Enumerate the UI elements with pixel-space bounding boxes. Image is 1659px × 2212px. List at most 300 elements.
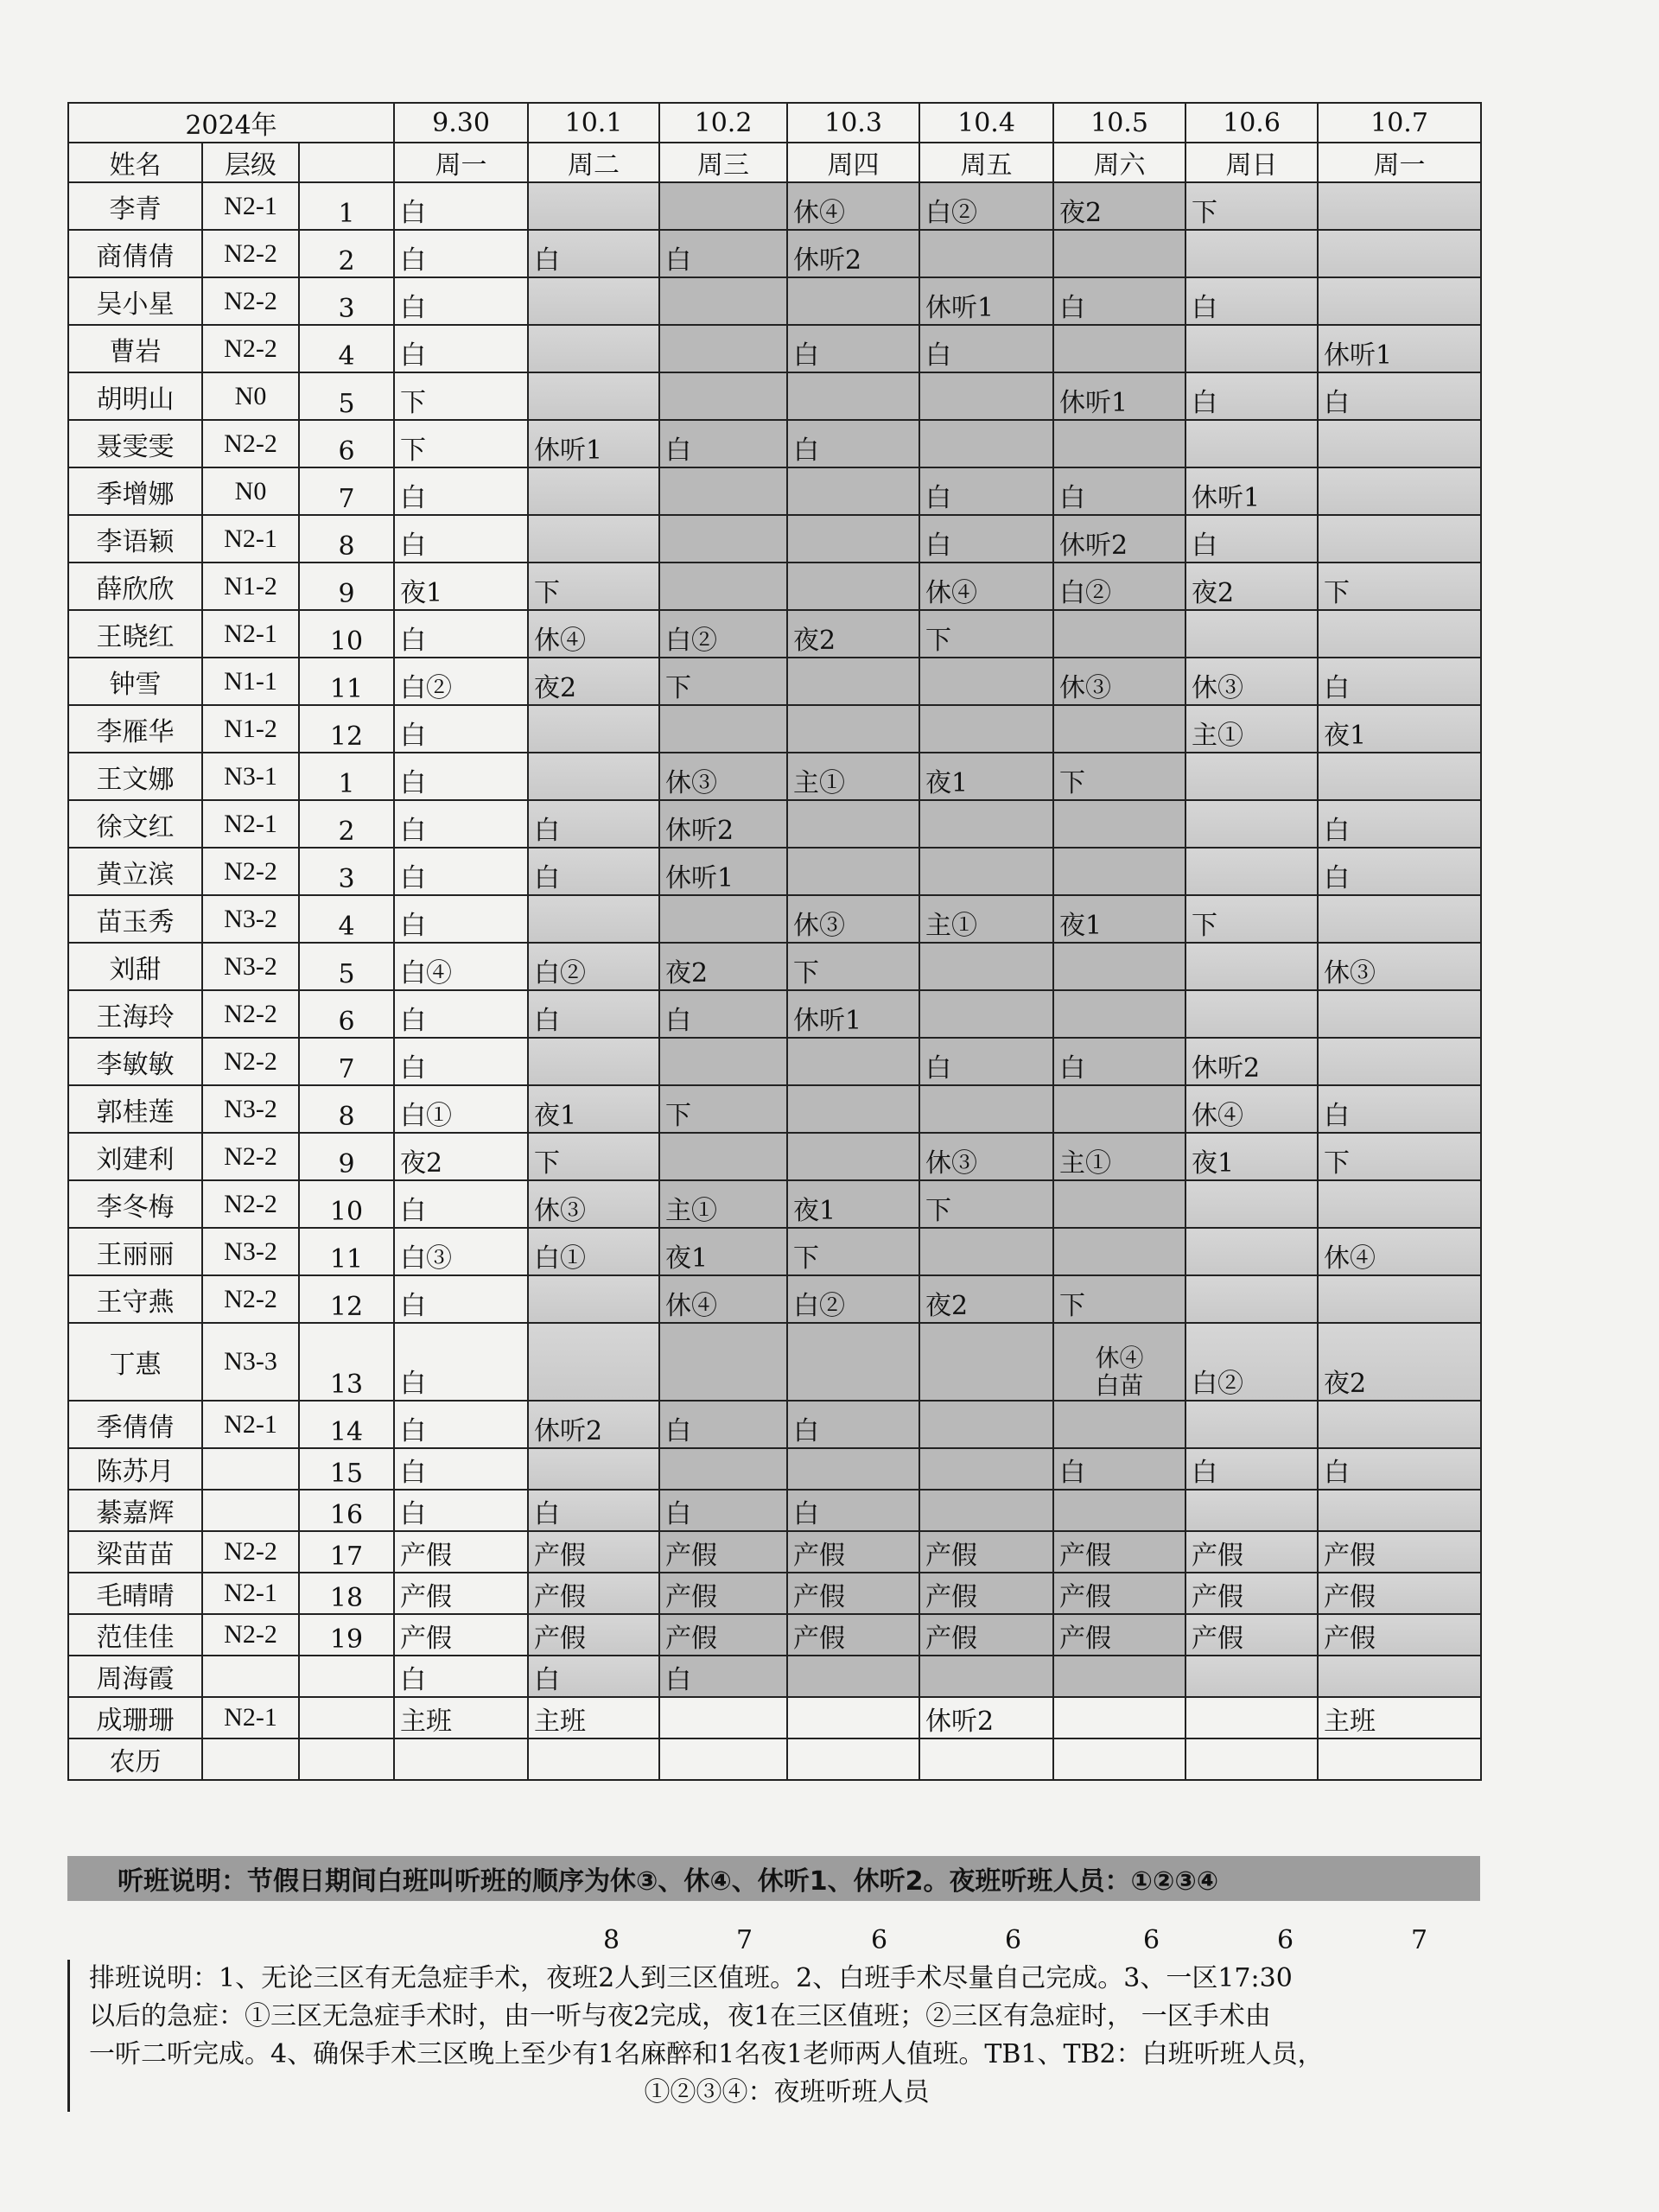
shift-cell: 产假 <box>659 1614 787 1656</box>
shift-cell <box>919 800 1053 848</box>
shift-cell: 产假 <box>659 1573 787 1614</box>
staff-name: 王海玲 <box>68 990 202 1038</box>
shift-cell: 夜2 <box>659 943 787 990</box>
date-cell: 10.4 <box>919 103 1053 143</box>
staff-level: N3-2 <box>202 943 299 990</box>
shift-cell: 主班 <box>1318 1697 1481 1738</box>
shift-cell: 产假 <box>528 1614 659 1656</box>
shift-cell <box>659 705 787 753</box>
shift-cell: 白 <box>1185 1448 1318 1490</box>
daily-counts <box>0 1925 1659 1960</box>
shift-cell: 休听1 <box>1318 325 1481 372</box>
shift-cell: 白 <box>394 230 528 277</box>
shift-cell: 休④ <box>787 182 919 230</box>
shift-cell: 白 <box>1318 372 1481 420</box>
shift-cell: 休听2 <box>528 1401 659 1448</box>
shift-cell <box>528 1323 659 1401</box>
roster-row <box>68 467 1481 515</box>
staff-name: 胡明山 <box>68 372 202 420</box>
shift-cell: 休③ <box>919 1133 1053 1180</box>
shift-cell <box>1185 1490 1318 1531</box>
roster-row <box>68 277 1481 325</box>
staff-level: N2-2 <box>202 848 299 895</box>
date-cell: 9.30 <box>394 103 528 143</box>
shift-cell: 白② <box>1185 1323 1318 1401</box>
shift-cell: 白 <box>394 800 528 848</box>
shift-cell <box>1053 990 1185 1038</box>
shift-cell: 白 <box>394 1656 528 1697</box>
roster-row <box>68 705 1481 753</box>
shift-cell: 夜2 <box>394 1133 528 1180</box>
shift-cell <box>1185 943 1318 990</box>
shift-cell: 白 <box>528 1490 659 1531</box>
shift-cell <box>528 515 659 563</box>
weekday-cell: 周五 <box>919 143 1053 182</box>
shift-cell: 白 <box>394 1038 528 1085</box>
staff-name: 刘甜 <box>68 943 202 990</box>
staff-level: N2-1 <box>202 1401 299 1448</box>
shift-cell: 产假 <box>394 1573 528 1614</box>
shift-cell <box>1053 420 1185 467</box>
staff-name: 王晓红 <box>68 610 202 658</box>
shift-cell <box>919 1228 1053 1275</box>
shift-cell: 白② <box>659 610 787 658</box>
roster-row <box>68 563 1481 610</box>
shift-cell: 白 <box>919 325 1053 372</box>
shift-cell: 白 <box>394 1275 528 1323</box>
shift-cell: 白 <box>659 1401 787 1448</box>
level-header: 层级 <box>202 143 299 182</box>
staff-number: 3 <box>299 848 394 895</box>
shift-cell <box>919 848 1053 895</box>
staff-number: 1 <box>299 182 394 230</box>
shift-cell: 白 <box>787 1490 919 1531</box>
weekday-cell: 周日 <box>1185 143 1318 182</box>
roster-row <box>68 1180 1481 1228</box>
shift-cell: 白 <box>394 515 528 563</box>
shift-cell <box>919 1323 1053 1401</box>
name-header: 姓名 <box>68 143 202 182</box>
roster-row <box>68 1573 1481 1614</box>
shift-cell: 夜2 <box>1053 182 1185 230</box>
weekday-cell: 周三 <box>659 143 787 182</box>
staff-level: N2-1 <box>202 1573 299 1614</box>
staff-name: 王守燕 <box>68 1275 202 1323</box>
weekday-cell: 周六 <box>1053 143 1185 182</box>
shift-cell: 休③ <box>528 1180 659 1228</box>
shift-cell: 白 <box>394 182 528 230</box>
shift-cell: 休听1 <box>659 848 787 895</box>
shift-cell <box>787 1133 919 1180</box>
roster-row <box>68 610 1481 658</box>
staff-level: N2-2 <box>202 1038 299 1085</box>
shift-cell <box>1185 1180 1318 1228</box>
shift-cell: 下 <box>394 372 528 420</box>
roster-row <box>68 1228 1481 1275</box>
shift-cell <box>659 515 787 563</box>
shift-cell: 夜1 <box>1185 1133 1318 1180</box>
shift-cell: 休听1 <box>919 277 1053 325</box>
staff-level: N2-2 <box>202 277 299 325</box>
shift-cell: 白 <box>394 1323 528 1401</box>
roster-row <box>68 895 1481 943</box>
header-row-dates <box>68 103 1481 143</box>
shift-cell: 产假 <box>528 1531 659 1573</box>
shift-cell: 白 <box>1185 372 1318 420</box>
shift-line: 白苗 <box>1095 1371 1144 1400</box>
shift-cell: 白 <box>528 990 659 1038</box>
shift-cell: 白 <box>1053 1448 1185 1490</box>
weekday-cell: 周一 <box>394 143 528 182</box>
shift-cell: 产假 <box>1318 1531 1481 1573</box>
roster-row <box>68 1490 1481 1531</box>
shift-cell <box>659 1448 787 1490</box>
shift-cell: 下 <box>787 943 919 990</box>
weekday-cell: 周二 <box>528 143 659 182</box>
notes-line: 排班说明：1、无论三区有无急症手术，夜班2人到三区值班。2、白班手术尽量自己完成。3、一区17:30 <box>89 1963 1293 1993</box>
staff-name: 成珊珊 <box>68 1697 202 1738</box>
shift-cell: 产假 <box>1053 1531 1185 1573</box>
shift-cell <box>528 1448 659 1490</box>
staff-level: N1-1 <box>202 658 299 705</box>
shift-cell: 休③ <box>659 753 787 800</box>
staff-level: N2-2 <box>202 1275 299 1323</box>
staff-name: 刘建利 <box>68 1133 202 1180</box>
count-value: 7 <box>1411 1925 1428 1955</box>
staff-level: N2-1 <box>202 515 299 563</box>
shift-cell: 白② <box>394 658 528 705</box>
shift-cell: 白 <box>659 1656 787 1697</box>
shift-cell: 休听2 <box>1185 1038 1318 1085</box>
staff-number: 14 <box>299 1401 394 1448</box>
staff-number: 12 <box>299 705 394 753</box>
shift-cell <box>919 990 1053 1038</box>
shift-cell <box>659 277 787 325</box>
staff-name: 毛晴晴 <box>68 1573 202 1614</box>
shift-cell <box>659 1738 787 1780</box>
staff-number: 18 <box>299 1573 394 1614</box>
roster-row <box>68 182 1481 230</box>
shift-cell <box>787 1323 919 1401</box>
shift-cell: 主① <box>1185 705 1318 753</box>
count-value: 7 <box>736 1925 753 1955</box>
shift-cell <box>919 1448 1053 1490</box>
shift-cell <box>919 372 1053 420</box>
shift-cell: 白 <box>787 420 919 467</box>
shift-cell <box>919 1401 1053 1448</box>
shift-cell <box>1053 1085 1185 1133</box>
shift-cell: 休④ <box>659 1275 787 1323</box>
shift-cell <box>528 753 659 800</box>
shift-cell: 主① <box>1053 1133 1185 1180</box>
shift-cell <box>919 705 1053 753</box>
shift-cell: 白② <box>528 943 659 990</box>
shift-cell: 白① <box>394 1085 528 1133</box>
shift-cell <box>659 372 787 420</box>
count-value: 6 <box>1143 1925 1160 1955</box>
shift-cell: 休听2 <box>1053 515 1185 563</box>
shift-cell: 白 <box>1318 1085 1481 1133</box>
shift-cell: 白 <box>659 990 787 1038</box>
shift-cell <box>787 1038 919 1085</box>
date-cell: 10.2 <box>659 103 787 143</box>
roster-row <box>68 848 1481 895</box>
shift-cell: 白 <box>528 230 659 277</box>
shift-cell: 白 <box>1053 277 1185 325</box>
shift-cell <box>1318 753 1481 800</box>
shift-cell <box>1053 943 1185 990</box>
roster-row <box>68 1401 1481 1448</box>
shift-cell <box>787 800 919 848</box>
shift-cell <box>528 372 659 420</box>
shift-cell: 产假 <box>919 1573 1053 1614</box>
notes-line: 一听二听完成。4、确保手术三区晚上至少有1名麻醉和1名夜1老师两人值班。TB1、TB2：白班听班人员， <box>89 2039 1324 2069</box>
roster-table <box>67 102 1482 1781</box>
shift-cell: 白① <box>528 1228 659 1275</box>
staff-number <box>299 1738 394 1780</box>
roster-row <box>68 1085 1481 1133</box>
roster-row <box>68 990 1481 1038</box>
shift-cell: 下 <box>919 1180 1053 1228</box>
shift-cell <box>787 1738 919 1780</box>
shift-cell: 白② <box>787 1275 919 1323</box>
shift-cell <box>919 658 1053 705</box>
shift-cell: 白 <box>1318 1448 1481 1490</box>
staff-name: 曹岩 <box>68 325 202 372</box>
shift-cell <box>659 563 787 610</box>
shift-cell: 下 <box>528 563 659 610</box>
shift-cell: 下 <box>787 1228 919 1275</box>
shift-cell: 产假 <box>1318 1614 1481 1656</box>
staff-number <box>299 1656 394 1697</box>
shift-cell: 产假 <box>659 1531 787 1573</box>
staff-name: 李雁华 <box>68 705 202 753</box>
staff-level: N2-2 <box>202 1180 299 1228</box>
staff-number: 4 <box>299 895 394 943</box>
shift-cell: 白 <box>659 420 787 467</box>
shift-cell <box>787 1085 919 1133</box>
shift-cell <box>659 1133 787 1180</box>
shift-cell <box>787 515 919 563</box>
count-value: 8 <box>603 1925 620 1955</box>
shift-cell: 白 <box>1185 515 1318 563</box>
shift-cell: 夜2 <box>919 1275 1053 1323</box>
shift-cell <box>528 895 659 943</box>
staff-name: 季倩倩 <box>68 1401 202 1448</box>
shift-cell <box>787 277 919 325</box>
staff-number: 6 <box>299 420 394 467</box>
shift-cell: 休听2 <box>659 800 787 848</box>
staff-level: N3-2 <box>202 1085 299 1133</box>
shift-cell: 夜1 <box>1053 895 1185 943</box>
staff-number: 15 <box>299 1448 394 1490</box>
shift-cell <box>528 325 659 372</box>
shift-cell <box>1318 610 1481 658</box>
shift-cell <box>1318 1490 1481 1531</box>
shift-cell <box>1053 1323 1185 1401</box>
shift-cell: 休听2 <box>787 230 919 277</box>
shift-cell: 夜1 <box>659 1228 787 1275</box>
shift-cell <box>528 1038 659 1085</box>
shift-cell <box>1053 1697 1185 1738</box>
shift-cell <box>1053 1228 1185 1275</box>
shift-cell <box>394 1738 528 1780</box>
staff-level: N2-1 <box>202 1697 299 1738</box>
shift-cell: 下 <box>1053 1275 1185 1323</box>
roster-row <box>68 1448 1481 1490</box>
staff-level <box>202 1490 299 1531</box>
shift-cell: 主① <box>659 1180 787 1228</box>
weekday-cell: 周四 <box>787 143 919 182</box>
staff-number: 6 <box>299 990 394 1038</box>
shift-cell <box>1053 1401 1185 1448</box>
staff-level: N3-1 <box>202 753 299 800</box>
date-cell: 10.3 <box>787 103 919 143</box>
shift-cell: 夜2 <box>787 610 919 658</box>
shift-cell <box>1053 705 1185 753</box>
shift-cell <box>1318 515 1481 563</box>
shift-cell <box>787 705 919 753</box>
shift-cell: 休③ <box>1053 658 1185 705</box>
shift-cell <box>1053 1738 1185 1780</box>
shift-cell: 夜1 <box>394 563 528 610</box>
shift-cell: 白 <box>1185 277 1318 325</box>
shift-cell: 夜1 <box>787 1180 919 1228</box>
shift-cell: 下 <box>1318 1133 1481 1180</box>
shift-cell <box>1318 230 1481 277</box>
shift-cell: 产假 <box>394 1531 528 1573</box>
staff-number: 11 <box>299 1228 394 1275</box>
shift-cell <box>1318 420 1481 467</box>
shift-cell: 夜2 <box>528 658 659 705</box>
shift-cell <box>659 182 787 230</box>
shift-cell <box>1053 610 1185 658</box>
shift-cell: 产假 <box>1185 1531 1318 1573</box>
shift-cell: 休④ <box>919 563 1053 610</box>
shift-cell <box>1185 990 1318 1038</box>
shift-cell: 产假 <box>787 1573 919 1614</box>
staff-name: 綦嘉辉 <box>68 1490 202 1531</box>
date-cell: 10.7 <box>1318 103 1481 143</box>
staff-number: 4 <box>299 325 394 372</box>
shift-cell: 下 <box>919 610 1053 658</box>
staff-name: 李语颖 <box>68 515 202 563</box>
shift-cell: 白 <box>1318 658 1481 705</box>
staff-level: N3-3 <box>202 1323 299 1401</box>
staff-level: N2-2 <box>202 1531 299 1573</box>
shift-cell <box>1053 848 1185 895</box>
shift-cell: 主班 <box>528 1697 659 1738</box>
shift-cell <box>659 467 787 515</box>
num-header <box>299 143 394 182</box>
shift-cell: 夜1 <box>1318 705 1481 753</box>
shift-cell: 产假 <box>919 1531 1053 1573</box>
shift-cell <box>1318 467 1481 515</box>
shift-cell: 下 <box>394 420 528 467</box>
shift-cell: 下 <box>1318 563 1481 610</box>
shift-cell <box>1053 230 1185 277</box>
shift-cell: 休③ <box>1318 943 1481 990</box>
shift-line: 休④ <box>1095 1344 1144 1372</box>
staff-level: N2-1 <box>202 800 299 848</box>
shift-cell: 下 <box>1185 895 1318 943</box>
count-value: 6 <box>1005 1925 1022 1955</box>
shift-cell: 主① <box>919 895 1053 943</box>
shift-cell <box>1053 1656 1185 1697</box>
shift-cell: 产假 <box>1053 1614 1185 1656</box>
shift-cell <box>787 1656 919 1697</box>
staff-number: 3 <box>299 277 394 325</box>
staff-level: N0 <box>202 372 299 420</box>
shift-cell <box>1185 800 1318 848</box>
shift-cell <box>1185 1275 1318 1323</box>
shift-cell: 白 <box>528 1656 659 1697</box>
shift-cell <box>1053 1490 1185 1531</box>
shift-cell: 下 <box>1053 753 1185 800</box>
shift-cell: 白② <box>919 182 1053 230</box>
shift-cell <box>1318 277 1481 325</box>
shift-cell <box>1185 753 1318 800</box>
roster-row <box>68 943 1481 990</box>
shift-cell <box>1318 1401 1481 1448</box>
shift-cell: 白④ <box>394 943 528 990</box>
shift-cell: 白 <box>394 895 528 943</box>
roster-row <box>68 658 1481 705</box>
staff-name: 陈苏月 <box>68 1448 202 1490</box>
shift-cell: 白 <box>394 325 528 372</box>
staff-number: 8 <box>299 1085 394 1133</box>
shift-cell: 产假 <box>787 1531 919 1573</box>
shift-cell: 产假 <box>394 1614 528 1656</box>
staff-name: 李敏敏 <box>68 1038 202 1085</box>
shift-cell <box>787 467 919 515</box>
count-value: 6 <box>1277 1925 1294 1955</box>
shift-cell: 白 <box>1053 1038 1185 1085</box>
staff-name: 聂雯雯 <box>68 420 202 467</box>
shift-cell <box>659 325 787 372</box>
staff-level: N2-2 <box>202 1614 299 1656</box>
staff-name: 李冬梅 <box>68 1180 202 1228</box>
staff-number: 9 <box>299 1133 394 1180</box>
notes-line: ①②③④：夜班听班人员 <box>644 2077 930 2107</box>
staff-number: 11 <box>299 658 394 705</box>
shift-cell <box>1053 325 1185 372</box>
shift-cell <box>1318 1038 1481 1085</box>
staff-number: 17 <box>299 1531 394 1573</box>
shift-cell <box>919 1085 1053 1133</box>
shift-cell: 白 <box>659 230 787 277</box>
date-cell: 10.6 <box>1185 103 1318 143</box>
shift-cell: 下 <box>1185 182 1318 230</box>
shift-cell <box>1318 990 1481 1038</box>
shift-cell: 产假 <box>919 1614 1053 1656</box>
shift-cell <box>919 1656 1053 1697</box>
shift-cell <box>919 943 1053 990</box>
shift-cell: 白③ <box>394 1228 528 1275</box>
shift-cell <box>528 705 659 753</box>
staff-number: 8 <box>299 515 394 563</box>
staff-name: 钟雪 <box>68 658 202 705</box>
staff-number: 9 <box>299 563 394 610</box>
roster-row <box>68 230 1481 277</box>
shift-cell <box>787 1448 919 1490</box>
staff-name: 农历 <box>68 1738 202 1780</box>
shift-cell: 白 <box>394 848 528 895</box>
shift-cell: 休听1 <box>528 420 659 467</box>
shift-cell <box>659 895 787 943</box>
staff-number: 10 <box>299 610 394 658</box>
shift-cell: 产假 <box>528 1573 659 1614</box>
